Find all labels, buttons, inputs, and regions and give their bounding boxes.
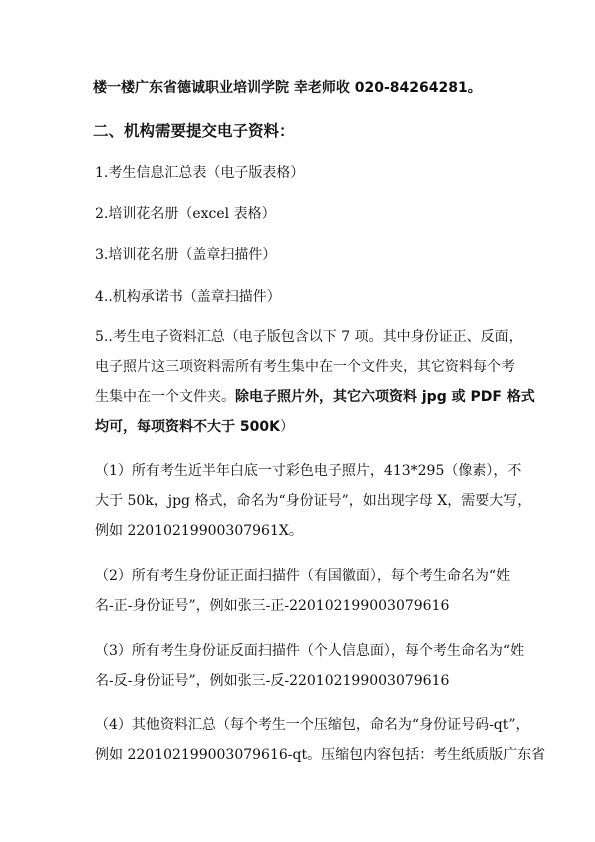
sub-item-2-line-1: （2）所有考生身份证正面扫描件（有国徽面），每个考生命名为“姓 [95,568,511,584]
sub-item-3-line-2: 名-反-身份证号”，例如张三-反-220102199003079616 [95,673,450,689]
list-item-3: 3.培训花名册（盖章扫描件） [95,247,277,263]
sub-item-4-line-2: 例如 220102199003079616-qt。压缩包内容包括：考生纸质版广东省 [95,747,546,763]
list-item-5-line-4-bold: 均可，每项资料不大于 500K [95,419,280,435]
list-item-5-line-3-bold: 除电子照片外，其它六项资料 jpg 或 PDF 格式 [235,389,535,405]
list-item-5-line-3 [95,387,535,407]
list-item-5-line-2: 电子照片这三项资料需所有考生集中在一个文件夹，其它资料每个考 [95,359,515,375]
address-line: 楼一楼广东省德诚职业培训学院 幸老师收 020-84264281。 [93,80,482,96]
list-item-1: 1.考生信息汇总表（电子版表格） [95,165,305,181]
list-item-2: 2.培训花名册（excel 表格） [95,206,276,222]
list-item-4: 4..机构承诺书（盖章扫描件） [95,289,281,305]
list-item-5-line-4-normal: ） [279,419,294,435]
list-item-5-line-1: 5..考生电子资料汇总（电子版包含以下 7 项。其中身份证正、反面， [95,329,523,345]
sub-item-1-line-3: 例如 220102199003079​61X。 [95,523,303,539]
sub-item-4-line-1: （4）其他资料汇总（每个考生一个压缩包，命名为“身份证号码-qt”， [95,717,530,733]
sub-item-1-line-2: 大于 50k，jpg 格式，命名为“身份证号”，如出现字母 X，需要大写， [95,493,532,509]
sub-item-1-line-1: （1）所有考生近半年白底一寸彩色电子照片，413*295（像素），不 [95,463,522,479]
section-title: 二、机构需要提交电子资料： [93,122,295,140]
sub-item-3-line-1: （3）所有考生身份证反面扫描件（个人信息面），每个考生命名为“姓 [95,643,525,659]
sub-item-2-line-2: 名-正-身份证号”，例如张三-正-220102199003079616 [95,598,450,614]
list-item-5-line-3-normal: 生集中在一个文件夹。 [95,389,235,405]
list-item-5-line-4 [95,417,294,437]
